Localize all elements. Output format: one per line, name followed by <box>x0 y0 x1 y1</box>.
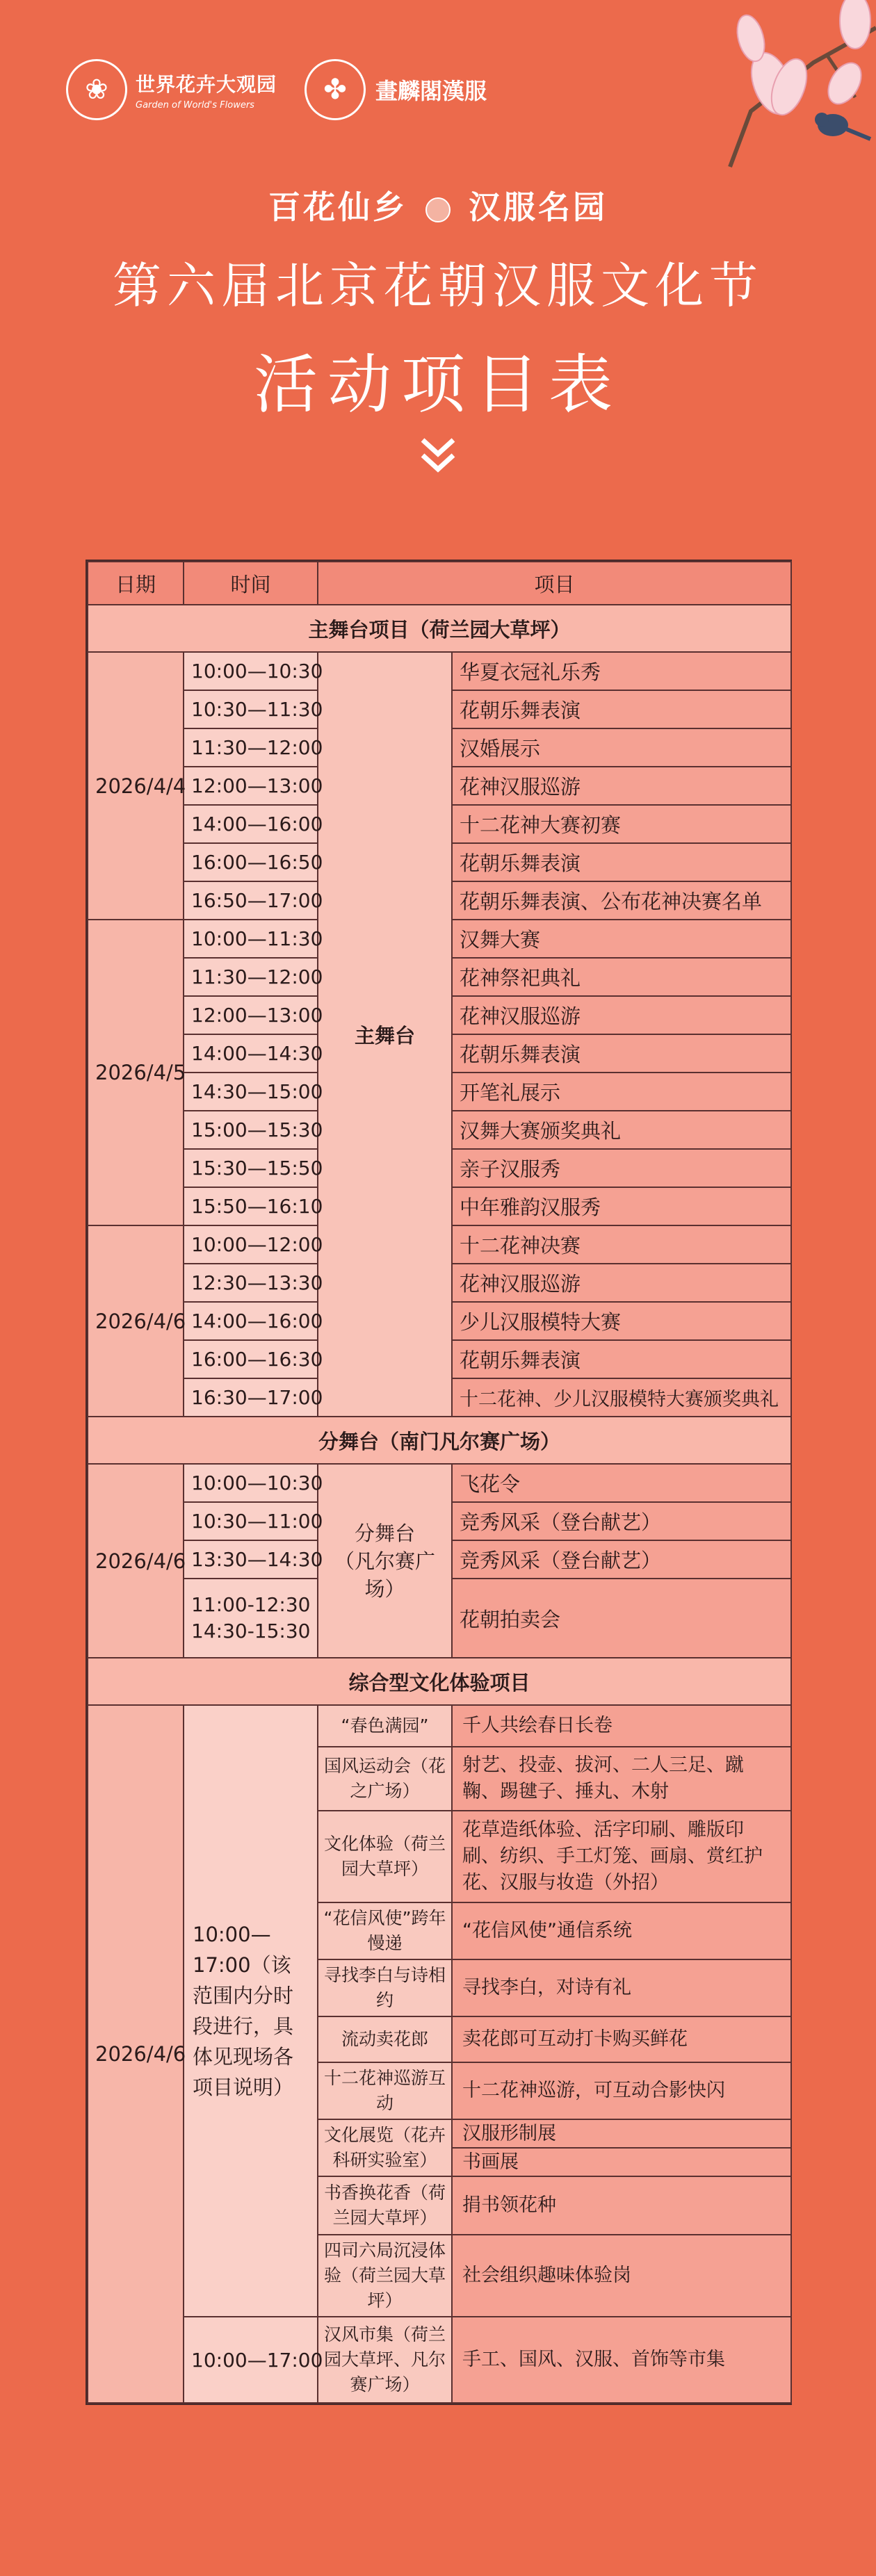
page-title: 第六届北京花朝汉服文化节 <box>113 257 763 314</box>
item-cell: 花朝乐舞表演 <box>452 1034 791 1073</box>
table-header-row <box>88 562 791 605</box>
item-cell: 汉婚展示 <box>452 728 791 767</box>
item-cell: 开笔礼展示 <box>452 1073 791 1111</box>
category-cell: 书香换花香（荷兰园大草坪） <box>318 2176 452 2235</box>
date-cell: 2026/4/6 <box>88 1705 184 2403</box>
table-row <box>88 1705 791 1747</box>
time-cell: 11:30—12:00 <box>184 958 318 996</box>
item-cell: 十二花神决赛 <box>452 1225 791 1264</box>
time-cell: 12:00—13:00 <box>184 996 318 1034</box>
table-row <box>88 2317 791 2403</box>
section-title: 分舞台（南门凡尔赛广场） <box>88 1417 791 1464</box>
item-cell: 华夏衣冠礼乐秀 <box>452 652 791 690</box>
logo1-english: Garden of World's Flowers <box>136 99 254 111</box>
description-cell: 捐书领花种 <box>452 2176 791 2235</box>
description-cell: 社会组织趣味体验岗 <box>452 2235 791 2317</box>
item-cell: 花朝乐舞表演 <box>452 1340 791 1378</box>
subtitle <box>0 182 876 228</box>
logo1-name: 世界花卉大观园 <box>136 72 277 96</box>
time-cell: 15:50—16:10 <box>184 1187 318 1225</box>
time-cell: 10:00—17:00 <box>184 2317 318 2403</box>
section-experience <box>88 1658 791 1705</box>
time-cell: 14:00—14:30 <box>184 1034 318 1073</box>
location-cell: 主舞台 <box>318 652 452 1417</box>
section-title: 综合型文化体验项目 <box>88 1658 791 1705</box>
location-cell <box>318 1464 452 1658</box>
time-block-cell: 10:00—17:00（该范围内分时段进行，具体见现场各项目说明） <box>184 1705 318 2317</box>
logo-hualinge <box>305 59 487 120</box>
subtitle-left: 百花仙乡 <box>268 188 407 226</box>
time-cell: 16:00—16:50 <box>184 843 318 881</box>
description-cell: 千人共绘春日长卷 <box>452 1705 791 1747</box>
header-logos <box>66 59 487 120</box>
time-cell: 12:00—13:00 <box>184 767 318 805</box>
date-cell: 2026/4/6 <box>88 1464 184 1658</box>
category-cell: 寻找李白与诗相约 <box>318 1959 452 2016</box>
time-cell <box>184 1579 318 1658</box>
flower-emblem-icon: ❀ <box>66 59 127 120</box>
category-cell: “春色满园” <box>318 1705 452 1747</box>
item-cell: 飞花令 <box>452 1464 791 1502</box>
item-cell: 中年雅韵汉服秀 <box>452 1187 791 1225</box>
time-cell: 15:00—15:30 <box>184 1111 318 1149</box>
table-row <box>88 1464 791 1502</box>
logo2-name: 畫麟閣漢服 <box>375 78 487 104</box>
category-cell: 文化体验（荷兰园大草坪） <box>318 1811 452 1902</box>
time-cell: 11:30—12:00 <box>184 728 318 767</box>
time-line1: 11:00-12:30 <box>191 1593 311 1616</box>
lantern-icon <box>425 197 451 222</box>
qilin-emblem-icon: ✤ <box>305 59 366 120</box>
logo-world-flowers <box>66 59 277 120</box>
time-line2: 14:30-15:30 <box>191 1620 311 1642</box>
page-title-sub: 活动项目表 <box>253 348 622 422</box>
item-cell: 竞秀风采（登台献艺） <box>452 1502 791 1540</box>
time-cell: 16:00—16:30 <box>184 1340 318 1378</box>
magnolia-decoration-icon <box>647 0 876 174</box>
item-cell: 十二花神大赛初赛 <box>452 805 791 843</box>
description-cell: 寻找李白，对诗有礼 <box>452 1959 791 2016</box>
item-cell: 花神汉服巡游 <box>452 1264 791 1302</box>
time-cell: 14:00—16:00 <box>184 1302 318 1340</box>
description-cell: 花草造纸体验、活字印刷、雕版印刷、纺织、手工灯笼、画扇、赏红护花、汉服与妆造（外招） <box>452 1811 791 1902</box>
schedule-table <box>86 560 792 2405</box>
time-cell: 10:00—11:30 <box>184 920 318 958</box>
item-cell: 花神汉服巡游 <box>452 996 791 1034</box>
category-cell: 十二花神巡游互动 <box>318 2062 452 2119</box>
time-cell: 10:00—12:00 <box>184 1225 318 1264</box>
time-cell: 14:00—16:00 <box>184 805 318 843</box>
section-main-stage <box>88 605 791 652</box>
subtitle-right: 汉服名园 <box>469 188 608 226</box>
item-cell: 花神祭祀典礼 <box>452 958 791 996</box>
description-cell: 十二花神巡游，可互动合影快闪 <box>452 2062 791 2119</box>
item-cell: 竞秀风采（登台献艺） <box>452 1540 791 1579</box>
location-line1: 分舞台 <box>354 1521 415 1545</box>
location-line2: （凡尔赛广场） <box>334 1549 435 1601</box>
time-cell: 16:50—17:00 <box>184 881 318 920</box>
category-cell: 国风运动会（花之广场） <box>318 1747 452 1811</box>
header-time: 时间 <box>184 562 318 605</box>
time-cell: 13:30—14:30 <box>184 1540 318 1579</box>
section-title: 主舞台项目（荷兰园大草坪） <box>88 605 791 652</box>
item-cell: 花朝乐舞表演 <box>452 690 791 728</box>
category-cell: 汉风市集（荷兰园大草坪、凡尔赛广场） <box>318 2317 452 2403</box>
category-cell: 流动卖花郎 <box>318 2016 452 2062</box>
item-cell: 少儿汉服模特大赛 <box>452 1302 791 1340</box>
category-cell: 四司六局沉浸体验（荷兰园大草坪） <box>318 2235 452 2317</box>
description-cell: 卖花郎可互动打卡购买鲜花 <box>452 2016 791 2062</box>
item-cell: 花朝乐舞表演、公布花神决赛名单 <box>452 881 791 920</box>
description-cell: 射艺、投壶、拔河、二人三足、蹴鞠、踢毽子、捶丸、木射 <box>452 1747 791 1811</box>
header-date: 日期 <box>88 562 184 605</box>
time-cell: 14:30—15:00 <box>184 1073 318 1111</box>
description-cell: 汉服形制展 <box>452 2119 791 2148</box>
table-row <box>88 652 791 690</box>
description-cell: 手工、国风、汉服、首饰等市集 <box>452 2317 791 2403</box>
time-cell: 15:30—15:50 <box>184 1149 318 1187</box>
time-cell: 10:30—11:30 <box>184 690 318 728</box>
date-cell: 2026/4/5 <box>88 920 184 1225</box>
description-cell: “花信风使”通信系统 <box>452 1902 791 1959</box>
item-cell: 花神汉服巡游 <box>452 767 791 805</box>
category-cell: “花信风使”跨年慢递 <box>318 1902 452 1959</box>
item-cell: 汉舞大赛 <box>452 920 791 958</box>
double-chevron-down-icon <box>416 434 460 476</box>
time-cell: 16:30—17:00 <box>184 1378 318 1417</box>
item-cell: 十二花神、少儿汉服模特大赛颁奖典礼 <box>452 1378 791 1417</box>
time-cell: 10:00—10:30 <box>184 652 318 690</box>
header-item: 项目 <box>318 562 791 605</box>
category-cell: 文化展览（花卉科研实验室） <box>318 2119 452 2176</box>
time-cell: 12:30—13:30 <box>184 1264 318 1302</box>
date-cell: 2026/4/6 <box>88 1225 184 1417</box>
item-cell: 花朝乐舞表演 <box>452 843 791 881</box>
time-cell: 10:00—10:30 <box>184 1464 318 1502</box>
item-cell: 汉舞大赛颁奖典礼 <box>452 1111 791 1149</box>
item-cell: 亲子汉服秀 <box>452 1149 791 1187</box>
date-cell: 2026/4/4 <box>88 652 184 920</box>
time-cell: 10:30—11:00 <box>184 1502 318 1540</box>
description-cell: 书画展 <box>452 2148 791 2176</box>
section-sub-stage <box>88 1417 791 1464</box>
item-cell: 花朝拍卖会 <box>452 1579 791 1658</box>
